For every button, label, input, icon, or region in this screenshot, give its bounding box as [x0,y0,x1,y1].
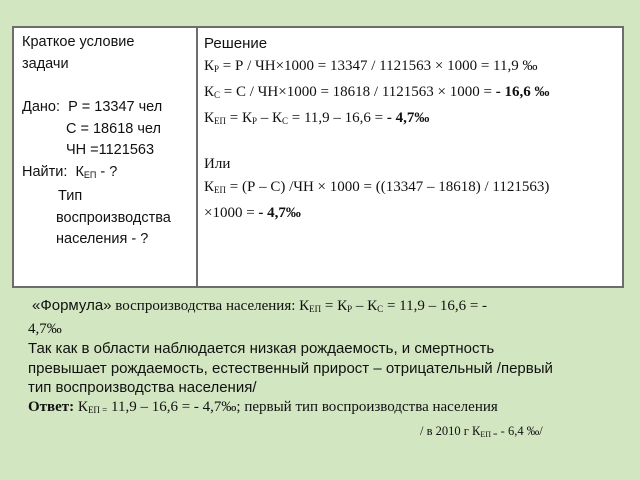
kr-formula: $К_Р = Р / ЧН\times 1000 = 13347 / 1121563 \times 1000 = 11,9$ ‰ [204,58,538,74]
find-line: Найти: $К_{ЕП}$ - ? [22,163,118,180]
kc-result: - 16,6 ‰ [495,84,550,100]
formula-continuation: 4,7‰ [28,320,62,337]
type-line2: воспроизводства [56,209,171,226]
given-label: Дано: [22,99,60,115]
or-label: Или [204,156,231,172]
alt-formula: $К_{ЕП} = (Р - С) /ЧН \times 1000 = ((13347 - 18618) / 1121563)$ [204,179,550,195]
alt-formula-line2: ×1000 = - 4,7‰ [204,205,301,221]
note-2010: / в 2010 г $К_{ЕП =} - 6,4$ ‰/ [420,424,543,439]
condition-title-line2: задачи [22,55,69,72]
type-line3: населения - ? [56,231,149,247]
condition-title-line1: Краткое условие [22,34,135,50]
task-table [12,26,624,288]
given-p: Р = 13347 чел [68,99,163,115]
task-condition-cell [22,32,190,251]
formula-quote: «Формула» [32,297,112,314]
find-label: Найти: [22,163,68,180]
answer-label: Ответ: [28,398,75,415]
answer-line: Ответ: $К_{ЕП =}$ 11,9 – 16,6 = - 4,7‰; первый тип воспроизводства населения [28,398,498,415]
given-p-line [22,97,190,119]
kep-formula: $К_{ЕП} = К_Р - К_С = 11,9 - 16,6$ = - 4,7‰ [204,110,430,126]
kc-formula: $К_С = С / ЧН\times 1000 = 18618 / 1121563 \times 1000$ = - 16,6 ‰ [204,84,550,100]
table-divider [196,28,198,286]
alt-result: - 4,7‰ [258,205,301,221]
explanation-line3: тип воспроизводства населения/ [28,379,257,396]
given-c: С = 18618 чел [66,120,161,137]
formula-line: «Формула» воспроизводства населения: $К_{ЕП} = К_Р - К_С = 11,9 - 16,6$ = - [32,297,488,314]
explanation-line2: превышает рождаемость, естественный прирост – отрицательный /первый [28,359,553,377]
given-ch: ЧН =1121563 [66,142,155,158]
kep-result: - 4,7‰ [386,110,430,126]
explanation-block [28,296,624,445]
solution-heading: Решение [204,35,268,52]
type-line1: Тип [58,188,83,204]
explanation-line1: Так как в области наблюдается низкая рождаемость, и смертность [28,340,495,357]
solution-cell [204,32,622,225]
